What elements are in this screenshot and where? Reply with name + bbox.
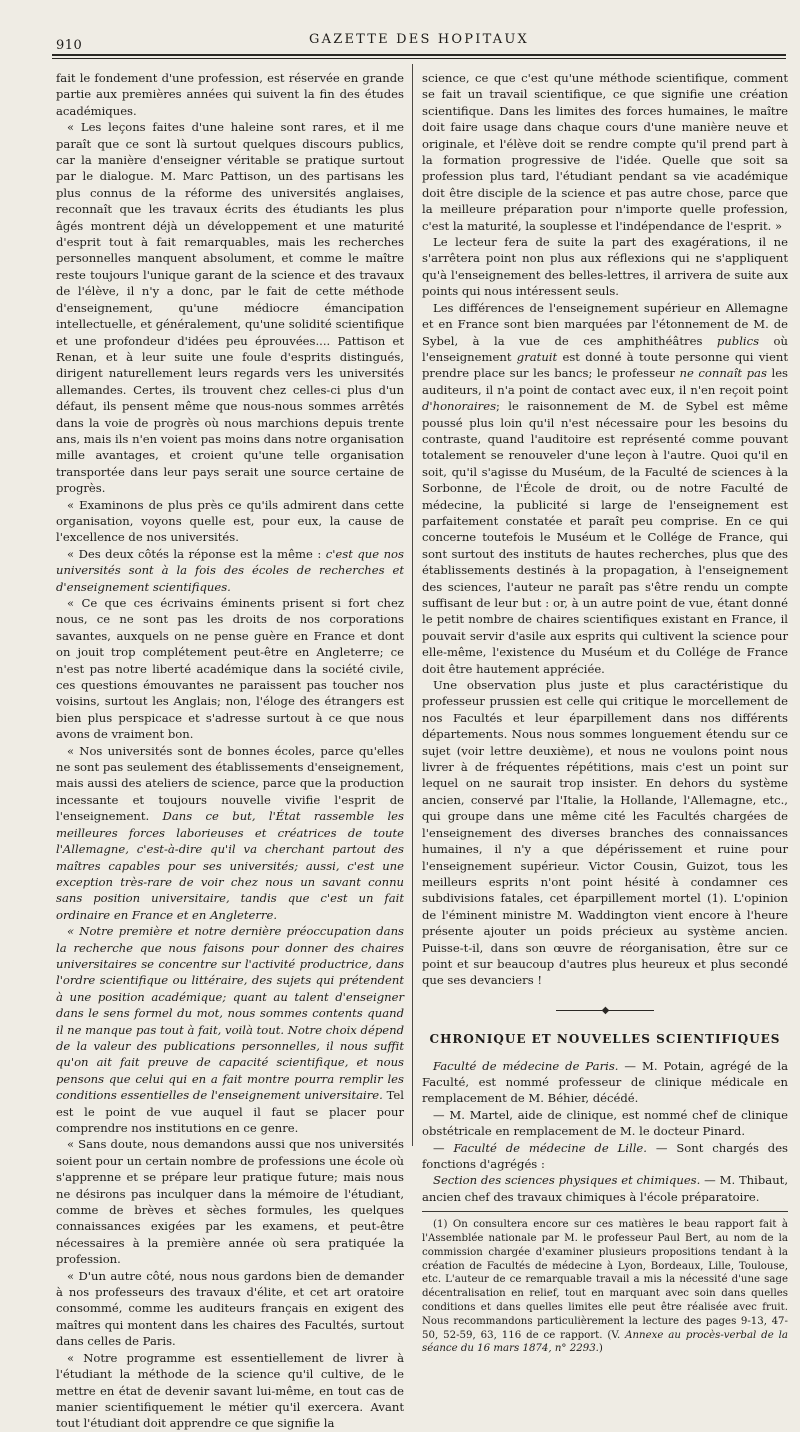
- text-run: est donné à toute personne qui vient prendre place sur les bancs; le professeur: [422, 349, 788, 381]
- text-run: les auditeurs, il n'a point de contact avec eux, il n'en reçoit point: [422, 366, 788, 397]
- left-column: [56, 70, 404, 1432]
- ornamental-separator: ◆: [422, 1003, 788, 1019]
- italic-run: c'est que nos universités sont à la fois des écoles de recherches et d'enseignement scientifiques.: [56, 546, 404, 594]
- header-rule-thick: [52, 54, 786, 56]
- italic-run: ne connaît pas: [679, 366, 767, 381]
- text-run: « Des deux côtés la réponse est la même :: [67, 546, 326, 561]
- footnote: [422, 1218, 788, 1356]
- page-header: [52, 30, 786, 52]
- running-title: GAZETTE DES HOPITAUX: [309, 32, 529, 47]
- italic-run: Dans ce but, l'État rassemble les meilleures forces laborieuses et créatrices de toute l'Allemagne, c'est-à-dire qu'il va cherchant partout des maîtres capables pour ses universités; aussi, c'est une exception très-rare de voir chez nous un savant connu sans position universitaire, tandis que c'est un fait ordinaire en France et en Angleterre.: [56, 809, 404, 922]
- text-run: ): [598, 1343, 603, 1355]
- right-column: [422, 70, 788, 1356]
- italic-run: gratuit: [516, 349, 558, 364]
- text-run: Tel est le point de vue auquel il faut se placer pour comprendre nos institutions en ce genre.: [56, 1088, 404, 1135]
- paragraph: [56, 743, 404, 923]
- paragraph: Le lecteur fera de suite la part des exagérations, il ne s'arrêtera point non plus aux réflexions qui ne s'appliquent qu'à l'enseignement des belles-lettres, il arrivera de suite aux points qui nous intéressent seuls.: [422, 235, 788, 299]
- paragraph: « Ce que ces écrivains éminents prisent si fort chez nous, ce ne sont pas les droits de nos corporations savantes, auxquels on ne pense guère en France et dont on jouit trop complétement peut-être en Angleterre; ce n'est pas notre liberté académique dans la société civile, ces questions émouvantes ne paraissent pas toucher nos voisins, surtout les Anglais; non, l'éloge des étrangers est bien plus perspicace et s'adresse surtout à ce que nous avons de vraiment bon.: [56, 596, 404, 742]
- italic-run: Faculté de médecine de Paris.: [433, 1058, 619, 1073]
- text-run: — M. Potain, agrégé de la Faculté, est nommé professeur de clinique médicale en remplacement de M. Béhier, décédé.: [422, 1058, 788, 1106]
- page-number: 910: [56, 38, 83, 53]
- paragraph: science, ce que c'est qu'une méthode scientifique, comment se fait un travail scientifique, ce que signifie une création scientifique. Dans les limites des forces humaines, le maître doit faire usage dans chaque cours d'une manière neuve et originale, et l'élève doit se rendre compte qu'il prend part à la formation progressive de l'idée. Quelle que soit sa profession plus tard, l'étudiant pendant sa vie académique doit être disciple de la science et pas autre chose, parce que la meilleure préparation pour n'importe quelle profession, c'est la maturité, la souplesse et l'indépendance de l'esprit. »: [422, 71, 788, 233]
- italic-run: Faculté de médecine de Lille.: [453, 1140, 647, 1155]
- text-run: — Sont chargés des fonctions d'agrégés :: [422, 1140, 789, 1171]
- text-run: (1) On consultera encore sur ces matières le beau rapport fait à l'Assemblée nationale par M. le professeur Paul Bert, au nom de la commission chargée d'examiner plusieurs propositions tendant à la création de Facultés de médecine à Lyon, Bordeaux, Lille, Toulouse, etc. L'auteur de ce remarquable travail a mis la nécessité d'une sage décentralisation en relief, tout en marquant avec soin dans quelles conditions et dans quelles limites elle peut être réalisée avec fruit. Nous recommandons particulièrement la lecture des pages 9-13, 47-50, 52-59, 63, 116 de ce rapport. (V.: [422, 1219, 788, 1341]
- news-item: [422, 1140, 788, 1173]
- paragraph: « Sans doute, nous demandons aussi que nos universités soient pour un certain nombre de professions une école où s'apprenne et se prépare leur pratique future; mais nous ne désirons pas inculquer dans la mémoire de l'étudiant, comme de brèves et sèches formules, les quelques connaissances exigées par les examens, et peut-être nécessaires à la première année où sera pratiquée la profession.: [56, 1137, 404, 1267]
- paragraph: fait le fondement d'une profession, est réservée en grande partie aux premières années qui suivent la fin des études académiques.: [56, 71, 404, 118]
- paragraph: « Examinons de plus près ce qu'ils admirent dans cette organisation, voyons quelle est, pour eux, la cause de l'excellence de nos universités.: [56, 497, 404, 545]
- paragraph: [56, 546, 404, 595]
- footnote-text: [422, 1218, 788, 1356]
- paragraph: [56, 923, 404, 1136]
- news-item: — M. Martel, aide de clinique, est nommé chef de clinique obstétricale en remplacement de M. le docteur Pinard.: [422, 1107, 788, 1139]
- column-divider: [412, 64, 413, 1146]
- header-rule-thin: [52, 58, 786, 59]
- italic-run: Annexe au procès-verbal de la séance du 16 mars 1874, n° 2293.: [422, 1329, 788, 1355]
- text-run: — M. Thibaut, ancien chef des travaux chimiques à l'école préparatoire.: [422, 1173, 789, 1204]
- text-run: « Nos universités sont de bonnes écoles, parce qu'elles ne sont pas seulement des établissements d'enseignement, mais aussi des ateliers de science, parce que la production incessante et toujours nouvelle vivifie l'esprit de l'enseignement.: [56, 743, 404, 824]
- italic-run: Section des sciences physiques et chimiques.: [433, 1173, 701, 1188]
- text-run: —: [433, 1140, 454, 1155]
- news-item: [422, 1058, 788, 1107]
- paragraph: « Les leçons faites d'une haleine sont rares, et il me paraît que ce sont là surtout quelques discours publics, car la manière d'enseigner véritable se pratique surtout par le dialogue. M. Marc Pattison, un des partisans les plus connus de la réforme des universités anglaises, reconnaît que les travaux écrits des étudiants les plus âgés montrent déjà un développement et une maturité d'esprit tout à fait remarquables, mais les recherches personnelles manquent absolument, et comme le maître reste toujours l'unique garant de la science et des travaux de l'élève, il n'y a donc, par le fait de cette méthode d'enseignement, qu'une médiocre émancipation intellectuelle, et généralement, qu'une solidité scientifique et une profondeur d'idées peu éprouvées.... Pattison et Renan, et à leur suite une foule d'esprits distingués, dirigent naturellement leurs regards vers les universités allemandes. Certes, ils trouvent chez celles-ci plus d'un défaut, ils pensent même que nous-nous sommes arrêtés dans la voie de progrès où nous marchions depuis trente ans, mais ils n'en voient pas moins dans notre organisation mille avantages, et croient qu'une telle organisation transportée dans leur pays serait une source certaine de progrès.: [56, 120, 404, 496]
- paragraph: « Notre programme est essentiellement de livrer à l'étudiant la méthode de la science qu'il cultive, de le mettre en état de devenir savant lui-même, en tout cas de manier scientifiquement le métier qu'il exercera. Avant tout l'étudiant doit apprendre ce que signifie la: [56, 1350, 404, 1431]
- paragraph: Une observation plus juste et plus caractéristique du professeur prussien est celle qui critique le morcellement de nos Facultés et leur éparpillement dans nos différents départements. Nous nous sommes longuement étendu sur ce sujet (voir lettre deuxième), et nous ne voulons point nous livrer à de fréquentes répétitions, mais c'est un point sur lequel on ne saurait trop insister. En dehors du système ancien, conservé par l'Italie, la Hollande, l'Allemagne, etc., qui groupe dans une même cité les Facultés chargées de l'enseignement des diverses branches des connaissances humaines, il n'y a que dépérissement et ruine pour l'enseignement supérieur. Victor Cousin, Guizot, tous les meilleurs esprits n'ont point hésité à condamner ces subdivisions fatales, cet éparpillement mortel (1). L'opinion de l'éminent ministre M. Waddington vient encore à l'heure présente ajouter un poids précieux au système ancien. Puisse-t-il, dans son œuvre de réorganisation, être sur ce point et sur beaucoup d'autres plus heureux et plus secondé que ses devanciers !: [422, 678, 788, 988]
- italic-run: publics: [716, 333, 760, 348]
- footnote-rule: [422, 1211, 788, 1212]
- section-title: CHRONIQUE ET NOUVELLES SCIENTIFIQUES: [429, 1032, 781, 1047]
- text-run: Les différences de l'enseignement supérieur en Allemagne et en France sont bien marquées par l'étonnement de M. de Sybel, à la vue de ces amphithéâtres: [422, 300, 788, 348]
- paragraph: « D'un autre côté, nous nous gardons bien de demander à nos professeurs des travaux d'élite, et cet art oratoire consommé, comme les auditeurs français en exigent des maîtres qui montent dans les chaires des Facultés, surtout dans celles de Paris.: [56, 1268, 404, 1349]
- italic-run: « Notre première et notre dernière préoccupation dans la recherche que nous faisons pour donner des chaires universitaires se concentre sur l'activité productrice, dans l'ordre scientifique ou littéraire, des sujets qui prétendent à une position académique; quant au talent d'enseigner dans le sens formel du mot, nous sommes contents quand il ne manque pas tout à fait, voilà tout. Notre choix dépend de la valeur des publications personnelles, il nous suffit qu'on ait fait preuve de capacité scientifique, et nous pensons que celui qui en a fait montre pourra remplir les conditions essentielles de l'enseignement universitaire.: [56, 924, 404, 1103]
- text-run: ; le raisonnement de M. de Sybel est même poussé plus loin qu'il n'est nécessaire pour les besoins du contraste, quand l'auditoire est représenté comme pouvant totalement se renouveler d'une leçon à l'autre. Quoi qu'il en soit, qu'il s'agisse du Muséum, de la Faculté de sciences à la Sorbonne, de l'École de droit, ou de notre Faculté de médecine, la publicité si large de l'enseignement est parfaitement constatée et paraît peu comprise. En ce qui concerne toutefois le Muséum et le Collége de France, qui sont surtout des instituts de hautes recherches, plus que des établissements destinés à la propagation, à l'enseignement des sciences, l'auteur ne paraît pas s'être rendu un compte suffisant de leur but : or, à un autre point de vue, étant donné le petit nombre de chaires scientifiques existant en France, il pouvait servir d'asile aux esprits qui cultivent la science pour elle-même, l'existence du Muséum et du Collége de France doit être hautement appréciée.: [422, 399, 788, 676]
- news-item: [422, 1172, 788, 1205]
- paragraph: [422, 300, 788, 677]
- italic-run: d'honoraires: [422, 399, 497, 414]
- text-run: où l'enseignement: [422, 333, 788, 364]
